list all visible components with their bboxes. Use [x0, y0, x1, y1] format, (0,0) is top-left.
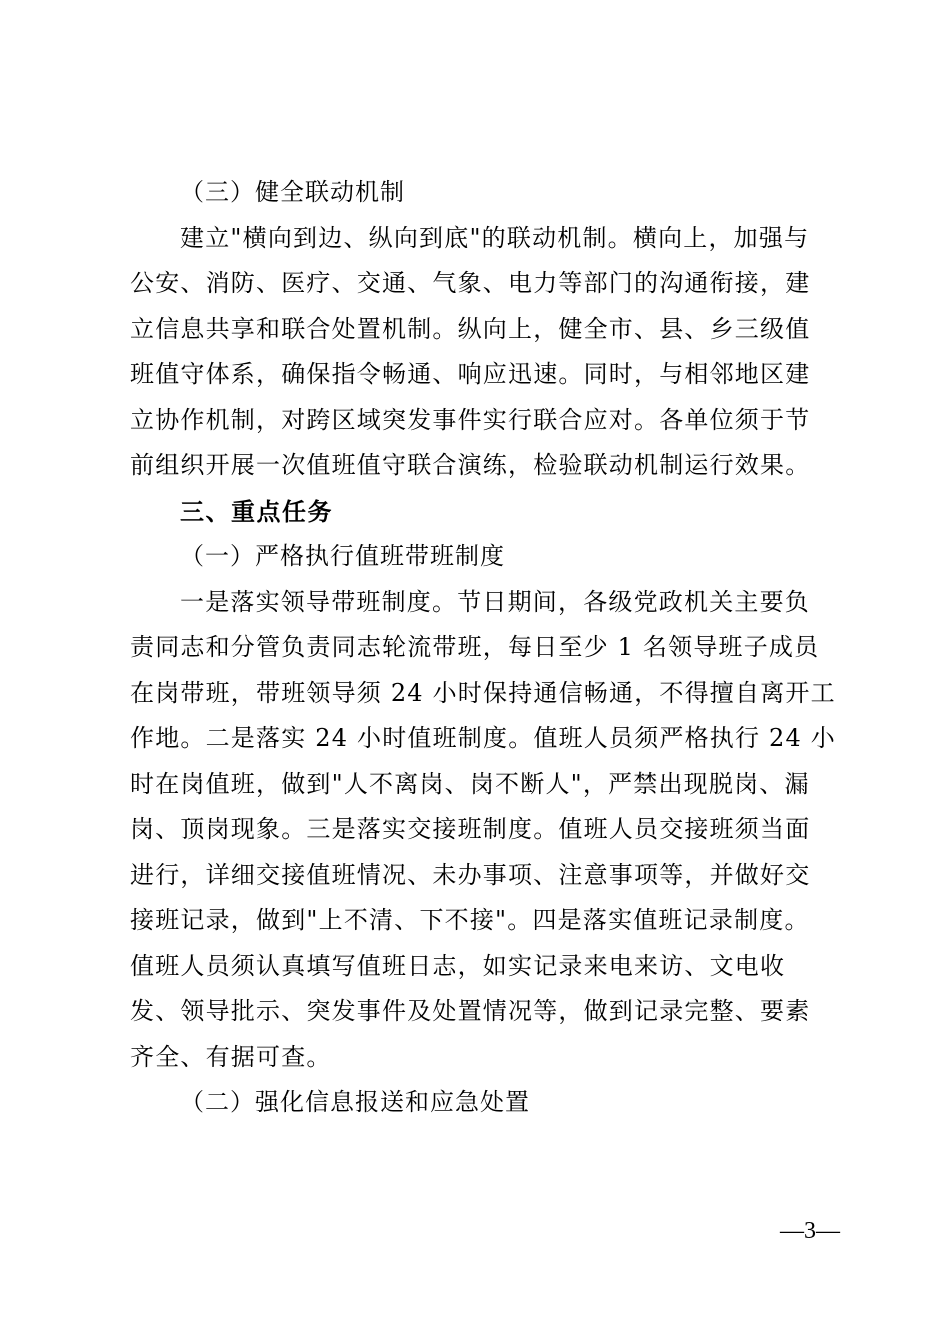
- sub-heading-duty-system: （一）严格执行值班带班制度: [180, 542, 505, 570]
- paragraph-line: 时在岗值班，做到"人不离岗、岗不断人"，严禁出现脱岗、漏: [130, 769, 810, 798]
- paragraph-line: 立信息共享和联合处置机制。纵向上，健全市、县、乡三级值: [130, 314, 811, 343]
- paragraph-line: 进行，详细交接值班情况、未办事项、注意事项等，并做好交: [130, 860, 811, 889]
- paragraph-line: 一是落实领导带班制度。节日期间，各级党政机关主要负: [180, 587, 810, 616]
- paragraph-line: 责同志和分管负责同志轮流带班，每日至少 1 名领导班子成员: [130, 633, 820, 661]
- paragraph-line: 接班记录，做到"上不清、下不接"。四是落实值班记录制度。: [130, 906, 810, 934]
- paragraph-duty-system: [130, 580, 836, 1081]
- paragraph-line: 立协作机制，对跨区域突发事件实行联合应对。各单位须于节: [130, 405, 811, 434]
- paragraph-line: 公安、消防、医疗、交通、气象、电力等部门的沟通衔接，建: [130, 269, 811, 297]
- section-heading-linkage: （三）健全联动机制: [180, 178, 405, 206]
- paragraph-line: 齐全、有据可查。: [130, 1042, 332, 1071]
- main-heading-key-tasks: 三、重点任务: [180, 496, 333, 526]
- paragraph-line: 班值守体系，确保指令畅通、响应迅速。同时，与相邻地区建: [130, 360, 811, 388]
- page-number: —3—: [780, 1218, 840, 1244]
- paragraph-line: 前组织开展一次值班值守联合演练，检验联动机制运行效果。: [130, 451, 811, 479]
- document-body: [130, 170, 836, 1126]
- sub-heading-info-reporting: （二）强化信息报送和应急处置: [180, 1088, 530, 1116]
- paragraph-line: 建立"横向到边、纵向到底"的联动机制。横向上，加强与: [180, 223, 810, 252]
- paragraph-line: 作地。二是落实 24 小时值班制度。值班人员须严格执行 24 小: [130, 724, 836, 752]
- paragraph-line: 岗、顶岗现象。三是落实交接班制度。值班人员交接班须当面: [130, 815, 811, 843]
- paragraph-line: 值班人员须认真填写值班日志，如实记录来电来访、文电收: [130, 951, 786, 980]
- paragraph-line: 发、领导批示、突发事件及处置情况等，做到记录完整、要素: [130, 997, 811, 1025]
- paragraph-line: 在岗带班，带班领导须 24 小时保持通信畅通，不得擅自离开工: [130, 678, 836, 707]
- paragraph-linkage-mechanism: [130, 216, 820, 489]
